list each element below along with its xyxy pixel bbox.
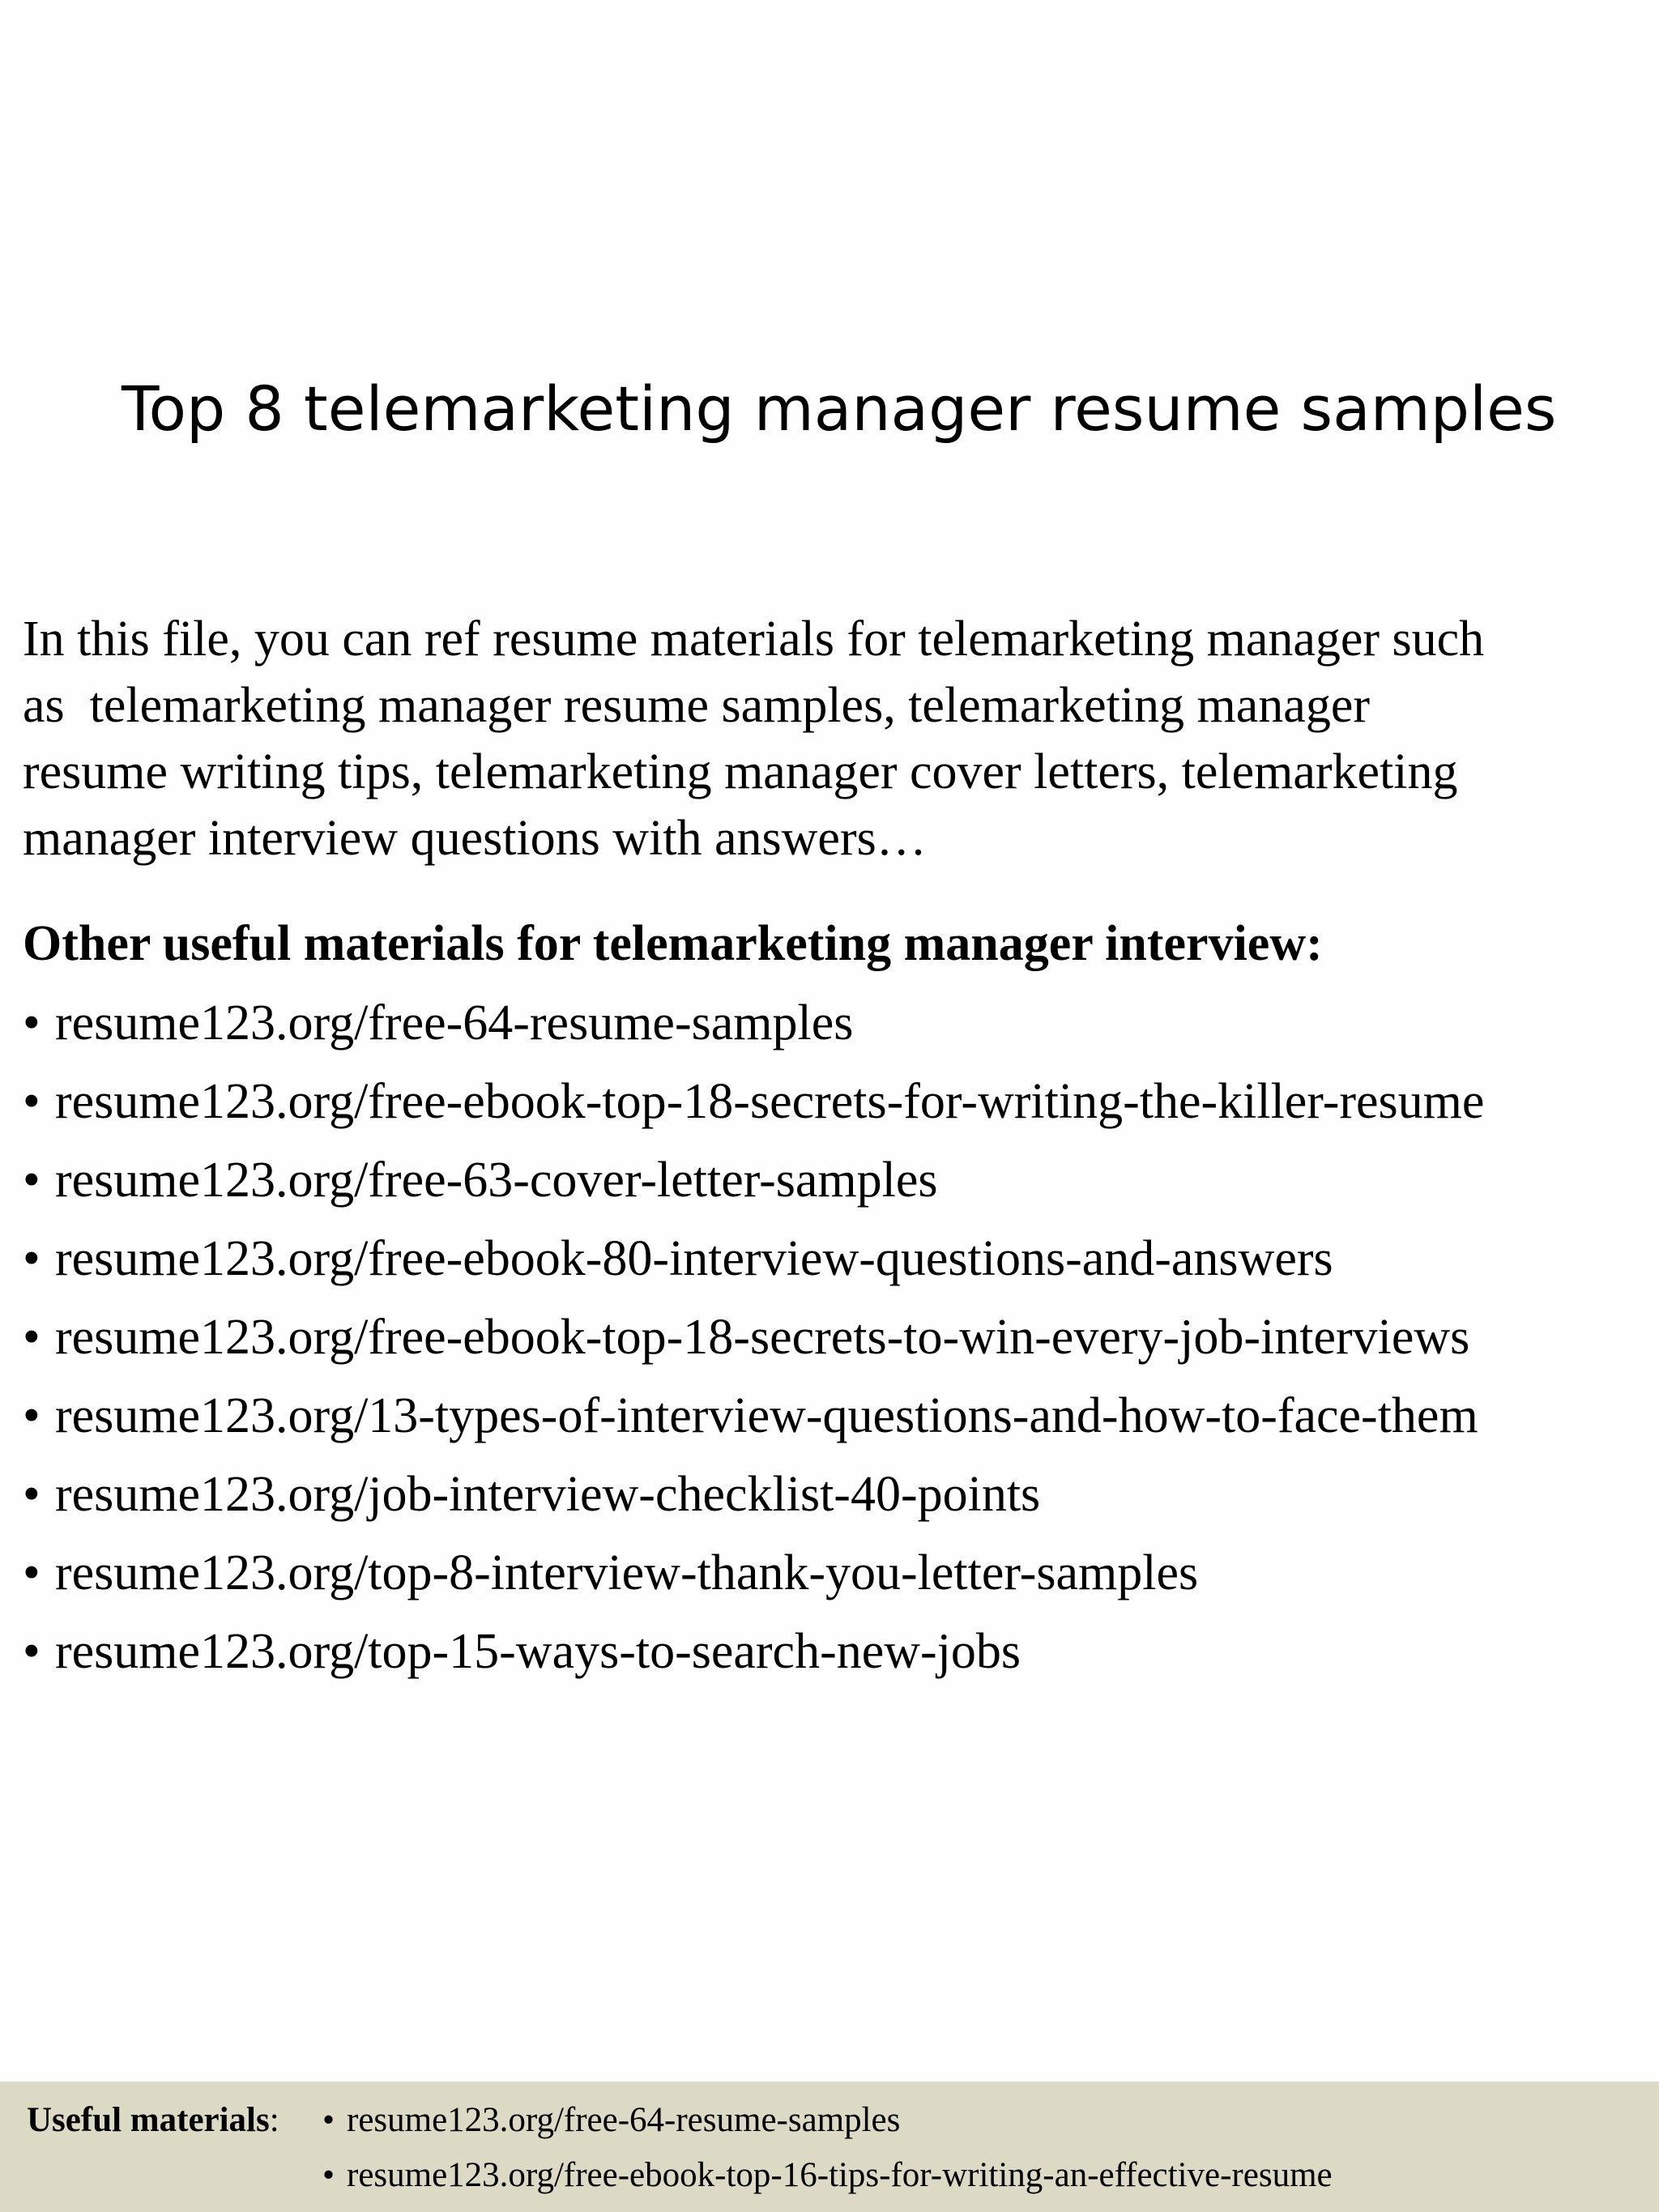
materials-list-item <box>23 1461 1484 1540</box>
materials-link-list <box>23 990 1484 1697</box>
materials-list-item <box>23 1383 1484 1461</box>
bullet-icon: • <box>322 2101 335 2139</box>
materials-heading: Other useful materials for telemarketing manager interview: <box>23 916 1323 971</box>
intro-line: as telemarketing manager resume samples, telemarketing manager <box>23 678 1370 733</box>
materials-link[interactable]: resume123.org/free-63-cover-letter-samples <box>55 1153 938 1208</box>
bullet-icon: • <box>23 1467 41 1522</box>
materials-list-item <box>23 1618 1484 1697</box>
intro-line: In this file, you can ref resume materials for telemarketing manager such <box>23 612 1485 667</box>
footer-bar <box>0 2082 1659 2212</box>
footer-link[interactable]: resume123.org/free-ebook-top-16-tips-for-writing-an-effective-resume <box>347 2156 1333 2194</box>
materials-list-item <box>23 1068 1484 1147</box>
materials-list-item <box>23 1225 1484 1304</box>
intro-line: manager interview questions with answers… <box>23 811 927 866</box>
bullet-icon: • <box>23 1624 41 1679</box>
materials-link[interactable]: resume123.org/free-ebook-80-interview-questions-and-answers <box>55 1231 1333 1286</box>
bullet-icon: • <box>23 1231 41 1286</box>
page-title: Top 8 telemarketing manager resume samples <box>122 373 1557 445</box>
footer-label <box>27 2093 279 2148</box>
bullet-icon: • <box>23 995 41 1051</box>
materials-link[interactable]: resume123.org/top-15-ways-to-search-new-jobs <box>55 1624 1021 1679</box>
bullet-icon: • <box>322 2156 335 2194</box>
materials-link[interactable]: resume123.org/free-ebook-top-18-secrets-to-win-every-job-interviews <box>55 1310 1470 1365</box>
bullet-icon: • <box>23 1545 41 1600</box>
materials-list-item <box>23 990 1484 1068</box>
materials-list-item <box>23 1147 1484 1225</box>
materials-link[interactable]: resume123.org/free-64-resume-samples <box>55 995 854 1051</box>
materials-link[interactable]: resume123.org/13-types-of-interview-questions-and-how-to-face-them <box>55 1388 1478 1443</box>
footer-label-text: Useful materials <box>27 2101 270 2139</box>
materials-link[interactable]: resume123.org/top-8-interview-thank-you-letter-samples <box>55 1545 1199 1600</box>
footer-list-item <box>322 2093 1333 2148</box>
footer-link[interactable]: resume123.org/free-64-resume-samples <box>347 2101 901 2139</box>
materials-link[interactable]: resume123.org/free-ebook-top-18-secrets-for-writing-the-killer-resume <box>55 1074 1485 1129</box>
materials-list-item <box>23 1304 1484 1383</box>
bullet-icon: • <box>23 1310 41 1365</box>
footer-list-item <box>322 2148 1333 2203</box>
intro-paragraph <box>23 606 1643 872</box>
materials-link[interactable]: resume123.org/job-interview-checklist-40-points <box>55 1467 1041 1522</box>
bullet-icon: • <box>23 1153 41 1208</box>
intro-line: resume writing tips, telemarketing manager cover letters, telemarketing <box>23 744 1458 799</box>
bullet-icon: • <box>23 1388 41 1443</box>
materials-list-item <box>23 1540 1484 1618</box>
bullet-icon: • <box>23 1074 41 1129</box>
footer-label-separator: : <box>269 2101 279 2139</box>
footer-link-list <box>322 2093 1333 2203</box>
